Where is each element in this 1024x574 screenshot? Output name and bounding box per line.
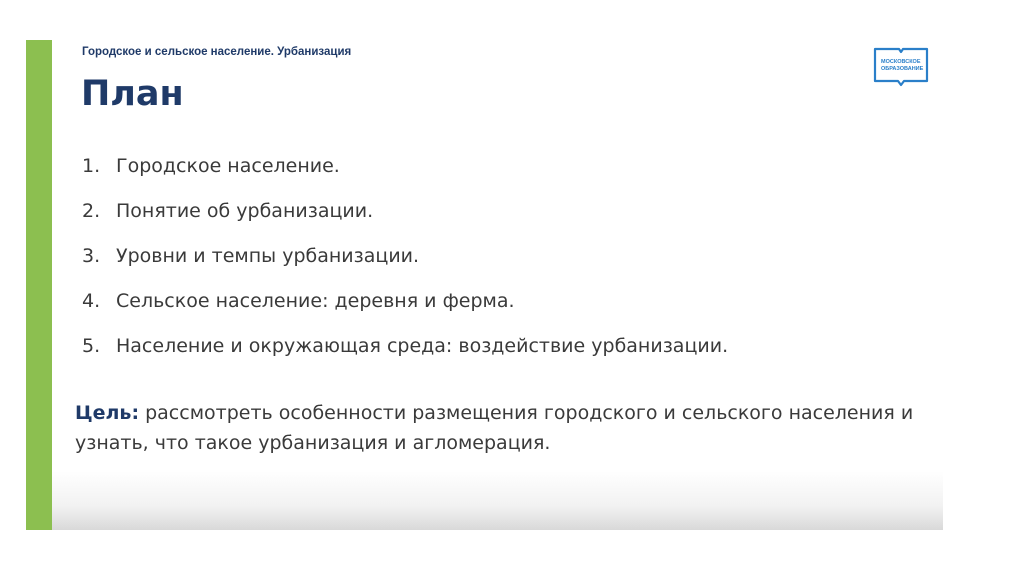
plan-item-text: Понятие об урбанизации.	[116, 200, 374, 222]
logo-line-2: ОБРАЗОВАНИЕ	[881, 65, 924, 72]
plan-item-number: 1.	[82, 155, 101, 177]
slide-title: План	[81, 74, 184, 114]
slide-subtitle: Городское и сельское население. Урбанизация	[82, 46, 352, 58]
goal-paragraph	[75, 398, 925, 458]
plan-item-number: 4.	[82, 290, 101, 312]
plan-item-text: Городское население.	[116, 155, 340, 177]
logo-text	[881, 59, 923, 72]
plan-item-1	[82, 152, 728, 197]
plan-item-number: 3.	[82, 245, 101, 267]
logo-line-1: МОСКОВСКОЕ	[881, 59, 921, 65]
plan-item-3	[82, 242, 728, 287]
plan-item-5	[82, 332, 728, 377]
plan-item-text: Население и окружающая среда: воздействие урбанизации.	[116, 335, 729, 357]
plan-list	[82, 152, 728, 377]
moscow-education-logo	[871, 45, 931, 87]
plan-item-number: 2.	[82, 200, 101, 222]
plan-item-text: Уровни и темпы урбанизации.	[116, 245, 420, 267]
slide	[26, 40, 943, 530]
plan-item-number: 5.	[82, 335, 101, 357]
plan-item-4	[82, 287, 728, 332]
plan-item-2	[82, 197, 728, 242]
goal-text: рассмотреть особенности размещения городского и сельского населения и узнать, что такое урбанизация и агломерация.	[75, 402, 914, 454]
goal-label: Цель:	[75, 402, 140, 424]
plan-item-text: Сельское население: деревня и ферма.	[116, 290, 515, 312]
accent-bar	[26, 40, 52, 530]
